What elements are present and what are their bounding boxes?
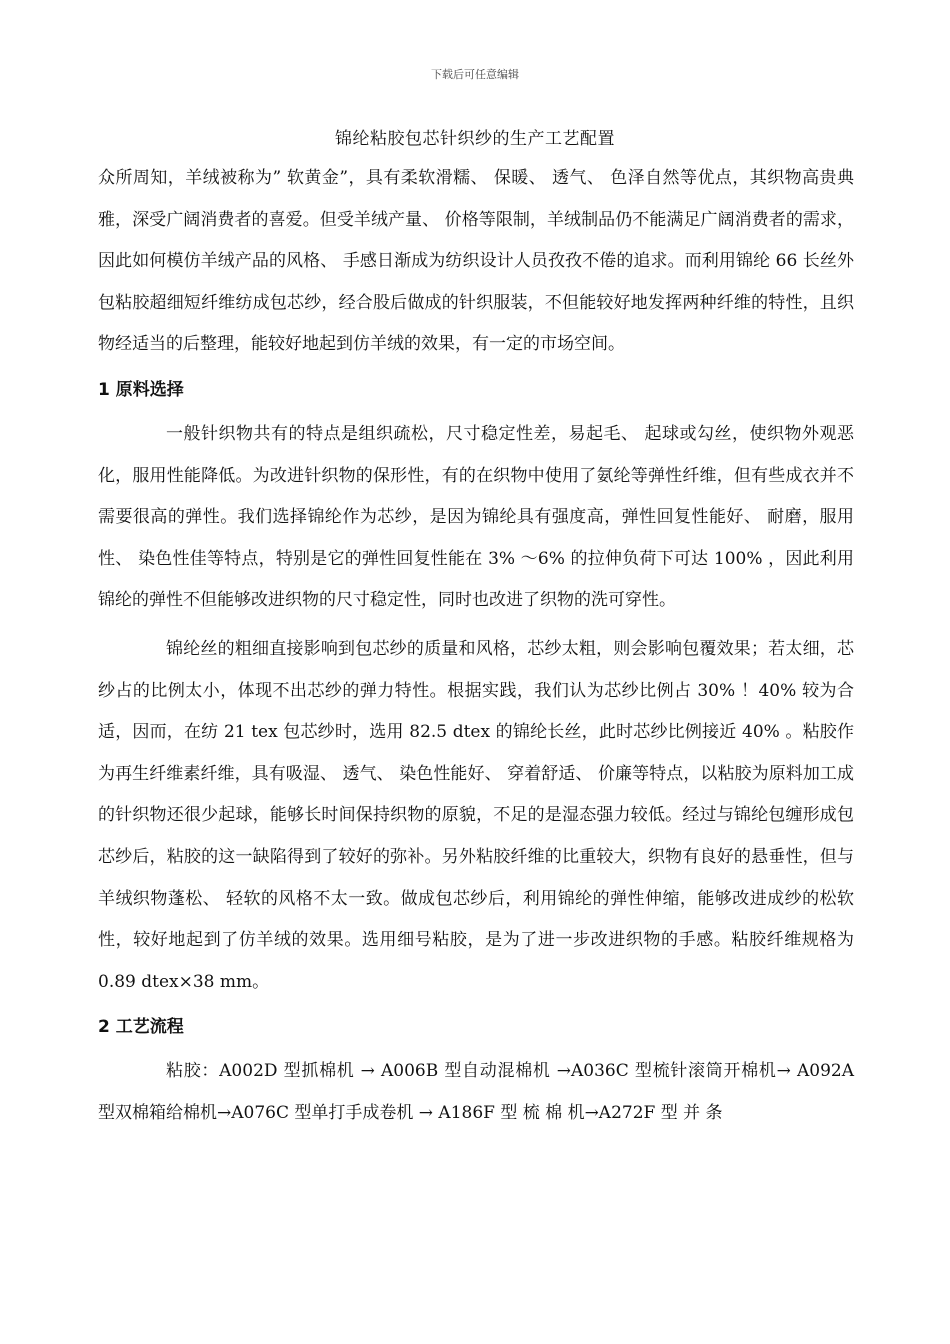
section-heading-process-flow: 2 工艺流程 bbox=[98, 1017, 184, 1038]
intro-paragraph: 众所周知，羊绒被称为” 软黄金”，具有柔软滑糯、 保暖、 透气、 色泽自然等优点，其织物高贵典雅，深受广阔消费者的喜爱。但受羊绒产量、 价格等限制，羊绒制品仍不能满足广阔消费者的需求，因此如何模仿羊绒产品的风格、 手感日渐成为纺织设计人员孜孜不倦的追求。而利用锦纶 66 长丝外包粘胶超细短纤维纺成包芯纱，经合股后做成的针织服装，不但能较好地发挥两种纤维的特性，且织物经适当的后整理，能较好地起到仿羊绒的效果，有一定的市场空间。 bbox=[98, 168, 854, 355]
document-title: 锦纶粘胶包芯针织纱的生产工艺配置 bbox=[335, 129, 615, 149]
paragraph: 粘胶：A002D 型抓棉机 → A006B 型自动混棉机 →A036C 型梳针滚筒开棉机→ A092A 型双棉箱给棉机→A076C 型单打手成卷机 → A186F 型 梳 棉 机→A272F 型 并 条 bbox=[98, 1061, 854, 1123]
paragraph: 一般针织物共有的特点是组织疏松，尺寸稳定性差，易起毛、 起球或勾丝，使织物外观恶化，服用性能降低。为改进针织物的保形性，有的在织物中使用了氨纶等弹性纤维，但有些成衣并不需要很高的弹性。我们选择锦纶作为芯纱，是因为锦纶具有强度高，弹性回复性能好、 耐磨，服用性、 染色性佳等特点，特别是它的弹性回复性能在 3% ～6% 的拉伸负荷下可达 100% ，因此利用锦纶的弹性不但能够改进织物的尺寸稳定性，同时也改进了织物的洗可穿性。 bbox=[98, 423, 854, 611]
header-note: 下载后可任意编辑 bbox=[431, 68, 519, 81]
paragraph: 锦纶丝的粗细直接影响到包芯纱的质量和风格，芯纱太粗，则会影响包覆效果；若太细，芯纱占的比例太小，体现不出芯纱的弹力特性。根据实践，我们认为芯纱比例占 30% ！40% 较为合适，因而，在纺 21 tex 包芯纱时，选用 82.5 dtex 的锦纶长丝，此时芯纱比例接近 40% 。粘胶作为再生纤维素纤维，具有吸湿、 透气、 染色性能好、 穿着舒适、 价廉等特点，以粘胶为原料加工成的针织物还很少起球，能够长时间保持织物的原貌，不足的是湿态强力较低。经过与锦纶包缠形成包芯纱后，粘胶的这一缺陷得到了较好的弥补。另外粘胶纤维的比重较大，织物有良好的悬垂性，但与羊绒织物蓬松、 轻软的风格不太一致。做成包芯纱后，利用锦纶的弹性伸缩，能够改进成纱的松软性，较好地起到了仿羊绒的效果。选用细号粘胶，是为了进一步改进织物的手感。粘胶纤维规格为0.89 dtex×38 mm。 bbox=[98, 638, 854, 992]
document-body bbox=[98, 158, 854, 1134]
section-heading-raw-materials: 1 原料选择 bbox=[98, 379, 184, 400]
